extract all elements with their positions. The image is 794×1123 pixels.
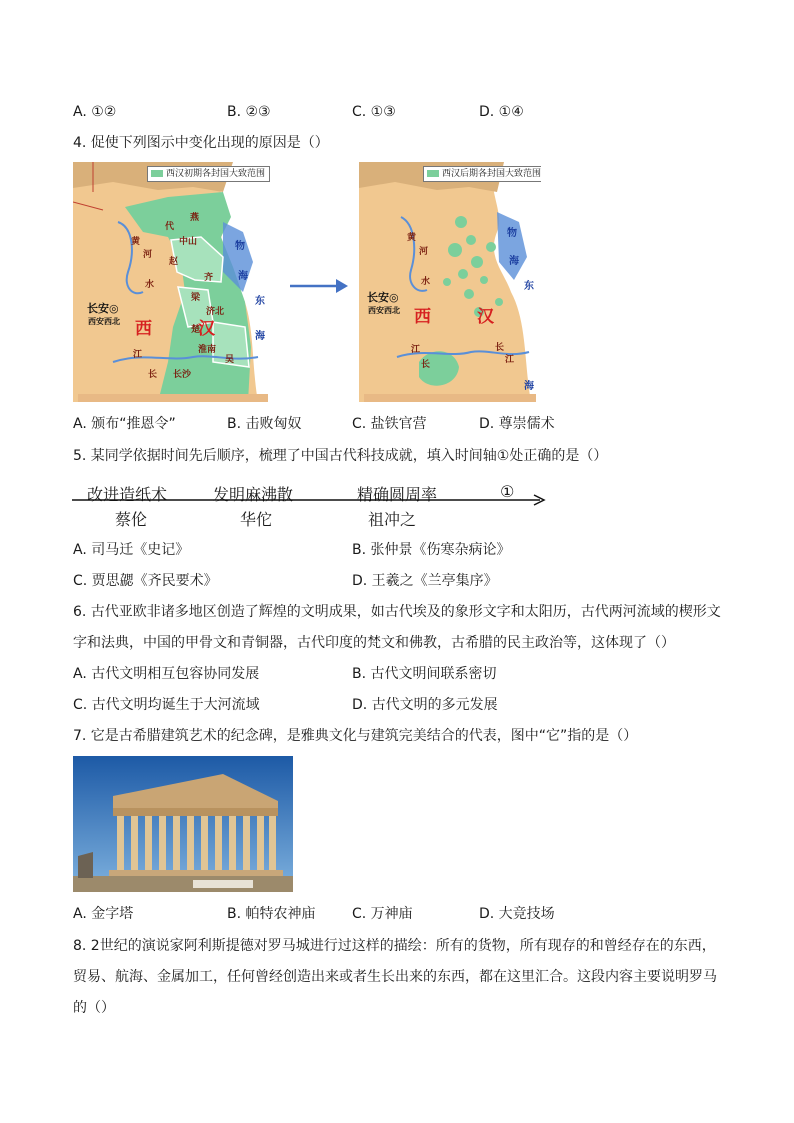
label-wu: 吴 <box>225 355 235 365</box>
city-changan-left: 长安◎ <box>87 302 119 315</box>
map-early-legend <box>147 166 270 182</box>
timeline-item-3-achievement: 精确圆周率 <box>357 485 438 504</box>
label-chang-r: 长 <box>421 360 431 370</box>
timeline-item-1-person: 蔡伦 <box>115 510 148 529</box>
q3-option-a: A. ①② <box>73 104 117 120</box>
q4-stem: 4. 促使下列图示中变化出现的原因是（） <box>73 135 329 151</box>
map-early-han <box>73 162 273 402</box>
change-arrow-icon <box>288 277 350 295</box>
q8-stem-line-2: 贸易、航海、金属加工，任何曾经创造出来或者生长出来的东西，都在这里汇合。这段内容主要说明罗马 <box>73 969 717 985</box>
label-shui-r: 水 <box>421 277 431 287</box>
label-dai: 代 <box>165 222 175 232</box>
q4-option-b: B. 击败匈奴 <box>227 416 302 432</box>
label-jiang-r: 江 <box>411 345 421 355</box>
label-hai-1: 海 <box>238 271 248 282</box>
label-he-r: 河 <box>419 247 429 257</box>
map-early-han-drawing <box>73 162 273 402</box>
q5-option-b: B. 张仲景《伤寒杂病论》 <box>352 542 511 558</box>
timeline-item-4-blank: ① <box>500 482 515 501</box>
map-late-han-drawing <box>359 162 541 402</box>
label-qi: 齐 <box>204 273 214 283</box>
q6-option-d: D. 古代文明的多元发展 <box>352 697 498 713</box>
parthenon-illustration <box>73 756 293 892</box>
q7-option-a: A. 金字塔 <box>73 906 134 922</box>
q4-option-d: D. 尊崇儒术 <box>479 416 555 432</box>
q6-stem-line-2: 字和法典，中国的甲骨文和青铜器，古代印度的梵文和佛教，古希腊的民主政治等，这体现了（） <box>73 635 675 651</box>
parthenon-photo <box>73 756 293 892</box>
label-hai-r2: 海 <box>524 381 534 392</box>
q4-option-c: C. 盐铁官营 <box>352 416 427 432</box>
q3-option-d: D. ①④ <box>479 104 524 120</box>
timeline-item-2-achievement: 发明麻沸散 <box>213 485 294 504</box>
label-chang-r2: 长 <box>495 343 505 353</box>
city-name: 长安 <box>367 291 389 304</box>
timeline-item-3-person: 祖冲之 <box>368 510 417 529</box>
timeline-item-2-person: 华佗 <box>240 510 273 529</box>
label-hai-r: 海 <box>509 256 519 267</box>
label-liang: 梁 <box>191 293 201 303</box>
label-han: 汉 <box>198 319 215 339</box>
label-xi-r: 西 <box>414 307 431 327</box>
timeline-item-1-achievement: 改进造纸术 <box>87 485 168 504</box>
q5-option-a: A. 司马迁《史记》 <box>73 542 190 558</box>
map-late-legend-text: 西汉后期各封国大致范围 <box>442 169 541 179</box>
label-huainan: 淮南 <box>198 345 217 355</box>
label-huang-r: 黄 <box>407 233 417 243</box>
q7-option-d: D. 大竞技场 <box>479 906 555 922</box>
q6-option-c: C. 古代文明均诞生于大河流域 <box>73 697 260 713</box>
label-huang: 黄 <box>131 237 141 247</box>
label-he: 河 <box>143 250 153 260</box>
q7-option-b: B. 帕特农神庙 <box>227 906 316 922</box>
legend-swatch <box>427 170 439 177</box>
q8-stem-line-3: 的（） <box>73 1000 115 1016</box>
q6-option-b: B. 古代文明间联系密切 <box>352 666 497 682</box>
q7-option-c: C. 万神庙 <box>352 906 413 922</box>
label-jiang: 江 <box>133 350 143 360</box>
map-late-han <box>359 162 541 402</box>
label-chang: 长 <box>148 370 158 380</box>
q6-stem-line-1: 6. 古代亚欧非诸多地区创造了辉煌的文明成果，如古代埃及的象形文字和太阳历，古代两河流域的楔形文 <box>73 604 721 620</box>
q6-option-a: A. 古代文明相互包容协同发展 <box>73 666 260 682</box>
label-changsha: 长沙 <box>173 370 192 380</box>
label-jibei: 济北 <box>206 307 225 317</box>
legend-swatch <box>151 170 163 177</box>
label-wu-sea: 物 <box>235 241 245 252</box>
label-han-r: 汉 <box>477 307 494 327</box>
label-zhongshan: 中山 <box>179 237 198 247</box>
label-yan: 燕 <box>190 213 200 223</box>
label-wu-sea-r: 物 <box>507 228 517 239</box>
city-changan-right: 长安◎ <box>367 291 399 304</box>
q3-option-b: B. ②③ <box>227 104 271 120</box>
label-dong: 东 <box>255 296 265 307</box>
map-early-legend-text: 西汉初期各封国大致范围 <box>166 169 266 179</box>
city-changan-sub-right: 西安西北 <box>368 306 400 315</box>
timeline-axis <box>72 494 550 506</box>
city-changan-sub-left: 西安西北 <box>88 317 120 326</box>
q5-option-c: C. 贾思勰《齐民要术》 <box>73 573 218 589</box>
q8-stem-line-1: 8. 2世纪的演说家阿利斯提德对罗马城进行过这样的描绘：所有的货物，所有现存的和曾经存在的东西， <box>73 938 716 954</box>
q7-stem: 7. 它是古希腊建筑艺术的纪念碑，是雅典文化与建筑完美结合的代表，图中“它”指的是（） <box>73 728 638 744</box>
label-jiang-r2: 江 <box>505 355 515 365</box>
label-hai-2: 海 <box>255 331 265 342</box>
label-dong-r: 东 <box>524 281 534 292</box>
city-name: 长安 <box>87 302 109 315</box>
q4-option-a: A. 颁布“推恩令” <box>73 416 176 432</box>
q5-stem: 5. 某同学依据时间先后顺序，梳理了中国古代科技成就，填入时间轴①处正确的是（） <box>73 448 608 464</box>
label-xi: 西 <box>135 319 152 339</box>
label-chu: 楚 <box>191 325 201 335</box>
q3-option-c: C. ①③ <box>352 104 396 120</box>
map-late-legend <box>423 166 541 182</box>
label-shui: 水 <box>145 280 155 290</box>
label-zhao: 赵 <box>169 257 179 267</box>
q5-option-d: D. 王羲之《兰亭集序》 <box>352 573 498 589</box>
